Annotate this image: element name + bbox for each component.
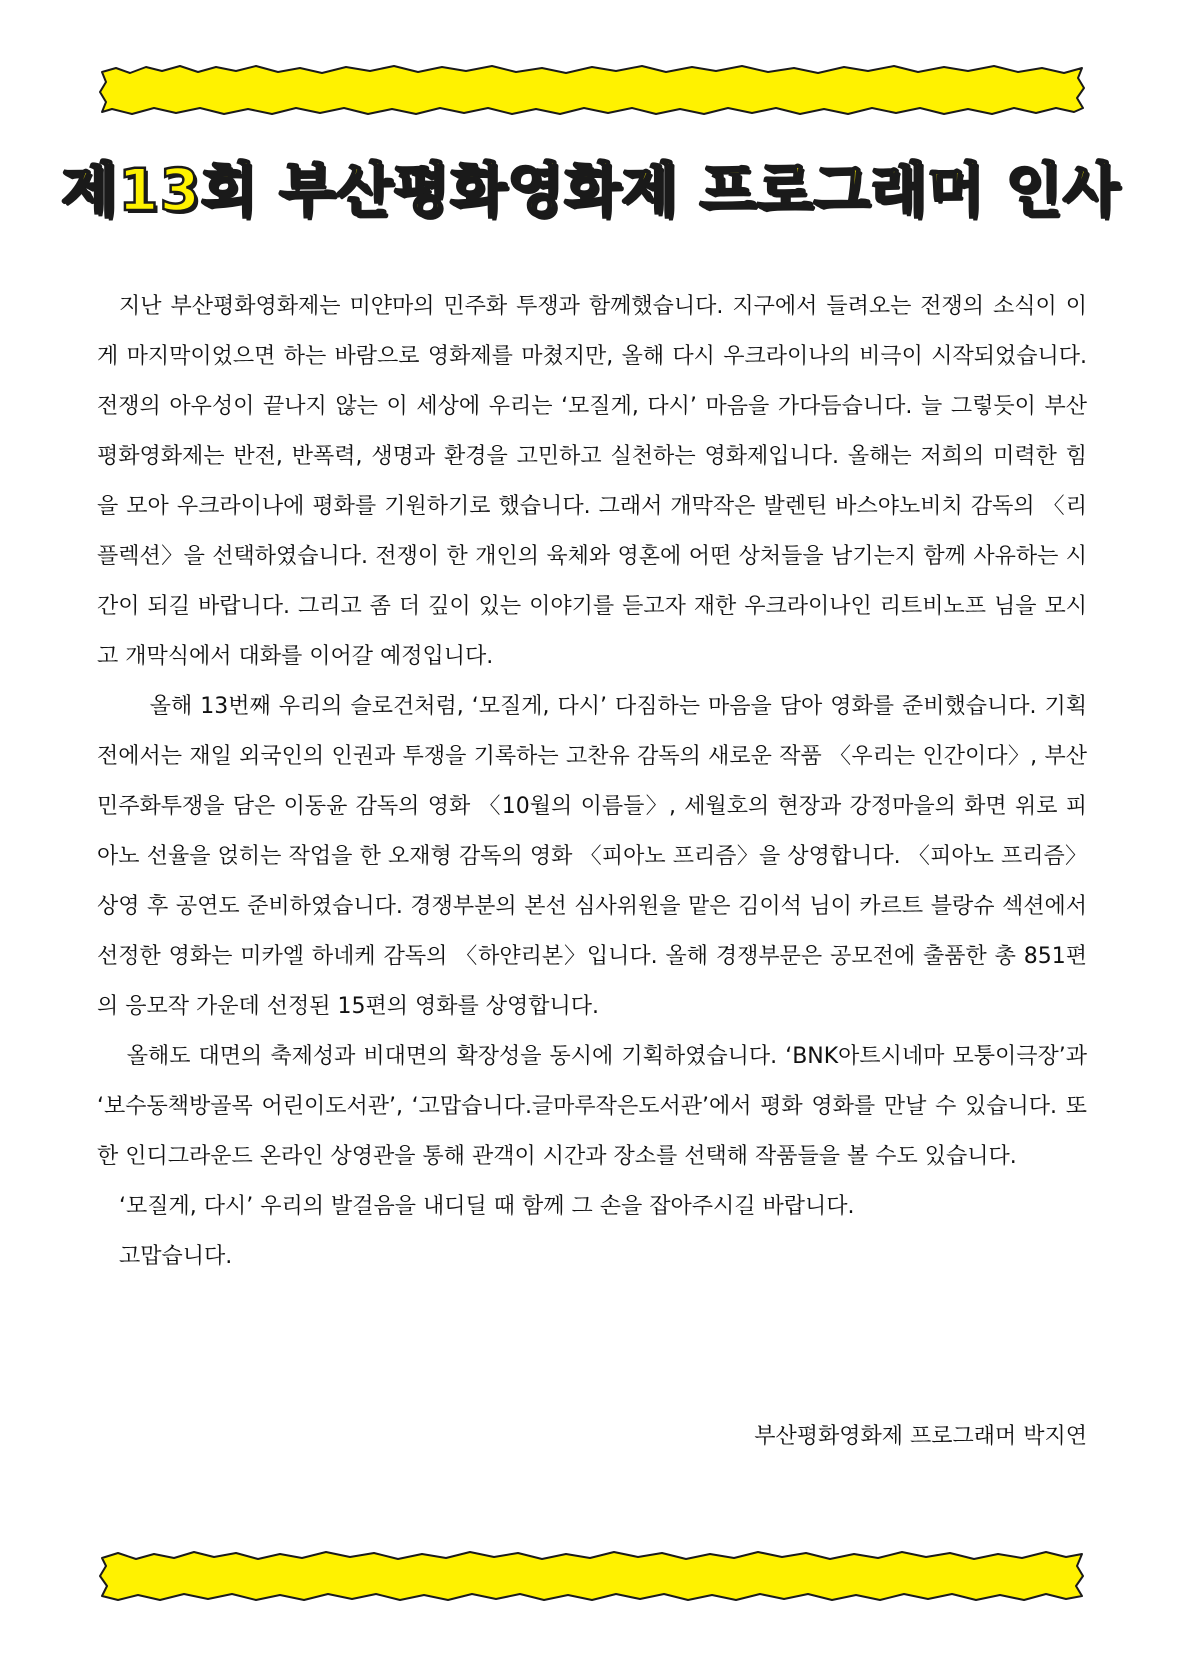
- paragraph-closing: ‘모질게, 다시’ 우리의 발걸음을 내디딜 때 함께 그 손을 잡아주시길 바랍니다.: [119, 1194, 855, 1219]
- paragraph-venues: 올해도 대면의 축제성과 비대면의 확장성을 동시에 기획하였습니다. ‘BNK아트시네마 모퉁이극장’과 ‘보수동책방골목 어린이도서관’, ‘고맙습니다.글마루작은도서관’에서 평화 영화를 만날 수 있습니다. 또한 인디그라운드 온라인 상영관을 통해 관객이 시간과 장소를 선택해 작품들을 볼 수도 있습니다.: [97, 1044, 1087, 1169]
- paragraph-intro: 지난 부산평화영화제는 미얀마의 민주화 투쟁과 함께했습니다. 지구에서 들려오는 전쟁의 소식이 이게 마지막이었으면 하는 바람으로 영화제를 마쳤지만, 올해 다시 우크라이나의 비극이 시작되었습니다. 전쟁의 아우성이 끝나지 않는 이 세상에 우리는 ‘모질게, 다시’ 마음을 가다듬습니다. 늘 그렇듯이 부산평화영화제는 반전, 반폭력, 생명과 환경을 고민하고 실천하는 영화제입니다. 올해는 저희의 미력한 힘을 모아 우크라이나에 평화를 기원하기로 했습니다. 그래서 개막작은 발렌틴 바스야노비치 감독의 〈리플렉션〉을 선택하였습니다. 전쟁이 한 개인의 육체와 영혼에 어떤 상처들을 남기는지 함께 사유하는 시간이 되길 바랍니다. 그리고 좀 더 깊이 있는 이야기를 듣고자 재한 우크라이나인 리트비노프 님을 모시고 개막식에서 대화를 이어갈 예정입니다.: [97, 294, 1087, 669]
- signature: 부산평화영화제 프로그래머 박지연: [754, 1424, 1087, 1449]
- greeting-body: [97, 282, 1087, 1282]
- paragraph-program: 올해 13번째 우리의 슬로건처럼, ‘모질게, 다시’ 다짐하는 마음을 담아 영화를 준비했습니다. 기획전에서는 재일 외국인의 인권과 투쟁을 기록하는 고찬유 감독의 새로운 작품 〈우리는 인간이다〉, 부산민주화투쟁을 담은 이동윤 감독의 영화 〈10월의 이름들〉, 세월호의 현장과 강정마을의 화면 위로 피아노 선율을 얹히는 작업을 한 오재형 감독의 영화 〈피아노 프리즘〉을 상영합니다. 〈피아노 프리즘〉 상영 후 공연도 준비하였습니다. 경쟁부분의 본선 심사위원을 맡은 김이석 님이 카르트 블랑슈 섹션에서 선정한 영화는 미카엘 하네케 감독의 〈하얀리본〉입니다. 올해 경쟁부문은 공모전에 출품한 총 851편의 응모작 가운데 선정된 15편의 영화를 상영합니다.: [97, 694, 1087, 1019]
- decorative-banner-top: [96, 62, 1088, 118]
- page-title: 제13회 부산평화영화제 프로그래머 인사: [61, 156, 1120, 224]
- decorative-banner-bottom: [96, 1548, 1088, 1604]
- paragraph-thanks: 고맙습니다.: [119, 1244, 233, 1269]
